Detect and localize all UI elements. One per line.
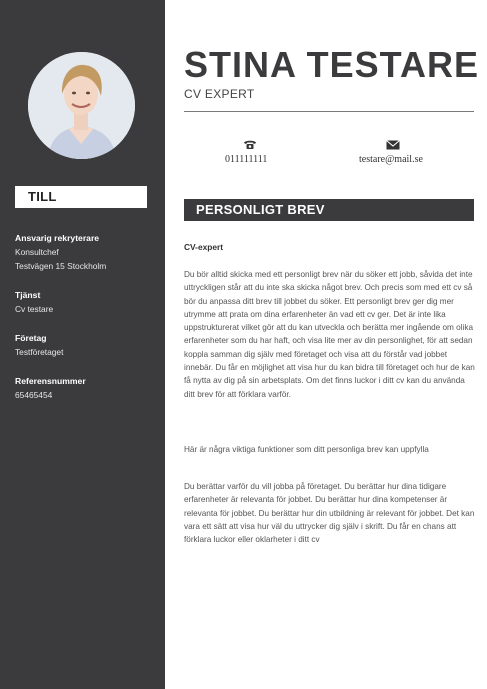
position-heading: Tjänst bbox=[15, 290, 41, 300]
phone-icon bbox=[242, 138, 258, 150]
recruiter-heading: Ansvarig rekryterare bbox=[15, 233, 100, 243]
position-value: Cv testare bbox=[15, 304, 54, 314]
company-heading: Företag bbox=[15, 333, 47, 343]
phone-number: 011111111 bbox=[225, 154, 268, 165]
recruiter-title: Konsultchef bbox=[15, 247, 59, 257]
reference-block bbox=[15, 374, 160, 402]
to-section-header bbox=[15, 186, 147, 208]
to-section-label: TILL bbox=[28, 189, 57, 204]
letter-paragraph-1: Du bör alltid skicka med ett personligt brev när du söker ett jobb, såvida det inte uttryckligen står att du inte ska skicka något brev. Och precis som med ett cv så bör du anpassa ditt brev till jobbet du söker. Ett personligt brev ger dig mer utrymme att prata om dina erfarenheter än vad ett cv ger. Det är inte lika uppstrukturerat vilket gör att du kan utveckla och berätta mer ingående om olika erfarenheter som du har haft, och visa lite mer av din personlighet, för att sedan koppla samman dig själv med företaget och visa att du förstår vad jobbet innebär. Du får en möjlighet att visa hur du kan bidra till företaget och hur de kan få nytta av dig på sin arbetsplats. Om det finns luckor i ditt cv kan du använda ditt brev för att förklara varför. bbox=[184, 270, 475, 399]
letter-section-header bbox=[184, 199, 474, 221]
header-divider bbox=[184, 111, 474, 112]
email-address[interactable]: testare@mail.se bbox=[359, 154, 423, 165]
applicant-title: CV EXPERT bbox=[184, 87, 255, 101]
reference-value: 65465454 bbox=[15, 390, 53, 400]
sidebar bbox=[0, 0, 165, 689]
position-block bbox=[15, 288, 160, 316]
company-block bbox=[15, 331, 160, 359]
envelope-icon bbox=[385, 139, 401, 151]
recruiter-block bbox=[15, 231, 160, 273]
avatar bbox=[28, 52, 135, 159]
letter-paragraph-2: Här är några viktiga funktioner som ditt personliga brev kan uppfylla bbox=[184, 445, 429, 454]
applicant-name: STINA TESTARE bbox=[184, 44, 480, 85]
letter-section-label: PERSONLIGT BREV bbox=[196, 202, 325, 217]
recruiter-address: Testvägen 15 Stockholm bbox=[15, 261, 107, 271]
company-value: Testföretaget bbox=[15, 347, 64, 357]
reference-heading: Referensnummer bbox=[15, 376, 86, 386]
letter-paragraph-3: Du berättar varför du vill jobba på företaget. Du berättar hur dina tidigare erfarenheter är relevanta för jobbet. Du berättar hur dina kompetenser är relevanta för jobbet. Du berättar hur din utbildning är relevant för jobbet. Det kan vara ett sätt att visa hur väl du uttrycker dig själv i skrift. Du får en chans att förklara luckor eller oklarheter i ditt cv bbox=[184, 482, 475, 545]
letter-heading: CV-expert bbox=[184, 242, 224, 252]
profile-photo bbox=[28, 52, 135, 159]
